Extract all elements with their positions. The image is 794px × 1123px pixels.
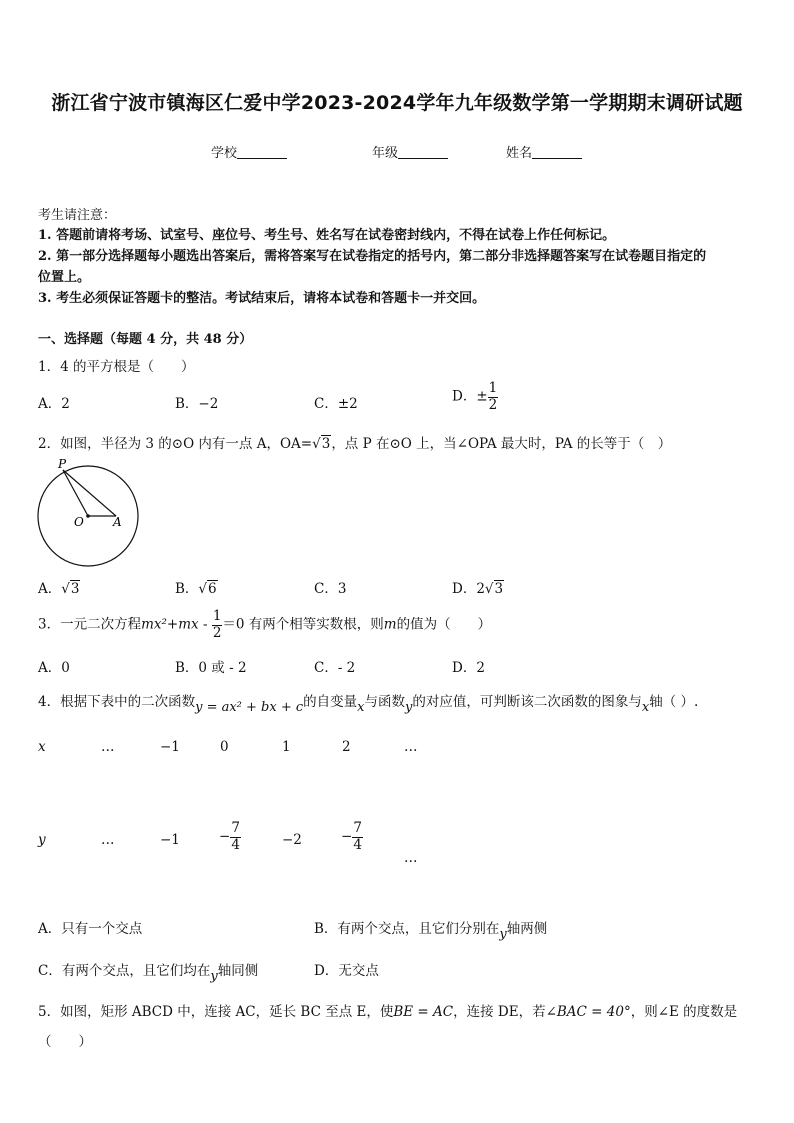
q3-stem-math: mx²+mx <box>141 616 199 633</box>
q4-option-a[interactable]: A．只有一个交点 <box>38 921 143 937</box>
q4-c-text-a: C．有两个交点，且它们均在 <box>38 963 211 979</box>
q2-option-c[interactable]: C．3 <box>314 581 347 597</box>
q2-circle-figure <box>30 456 160 568</box>
q3-stem-minus: - <box>198 616 212 633</box>
table-y-cell-5-sign: − <box>341 828 353 845</box>
q4-stem-c: 与函数 <box>364 694 405 710</box>
q2-option-b[interactable] <box>175 577 218 597</box>
grade-field[interactable] <box>372 142 448 161</box>
table-x-cell-5: 2 <box>342 739 351 755</box>
q1-option-c[interactable]: C．±2 <box>314 396 358 412</box>
q5-stem-a: 5．如图，矩形 ABCD 中，连接 AC，延长 BC 至点 E，使 <box>38 1004 394 1020</box>
notice-item-1: 1. 答题前请将考场、试室号、座位号、考生号、姓名写在试卷密封线内，不得在试卷上作任何标记。 <box>38 228 616 243</box>
page-title: 浙江省宁波市镇海区仁爱中学2023-2024学年九年级数学第一学期期末调研试题 <box>51 92 743 114</box>
table-y-cell-3-den: 4 <box>231 836 240 853</box>
label-a: A <box>113 515 122 529</box>
notice-item-2: 2. 第一部分选择题每小题选出答案后，需将答案写在试卷指定的括号内，第二部分非选择题答案写在试卷题目指定的 <box>38 249 707 264</box>
q2-b-prefix: B． <box>175 581 199 597</box>
q4-option-d[interactable]: D．无交点 <box>314 963 379 979</box>
q4-option-b[interactable] <box>314 917 548 942</box>
q1-d-den: 2 <box>488 396 498 413</box>
table-y-cell-3-num: 7 <box>231 820 240 836</box>
table-y-cell-5-frac <box>352 822 363 852</box>
q3-option-d[interactable]: D．2 <box>452 660 485 676</box>
q2-a-sqrt: √3 <box>61 581 80 597</box>
q1-option-a[interactable]: A．2 <box>38 396 70 412</box>
q5-math-1: BE = AC <box>393 1004 454 1020</box>
q4-stem-e: 轴（ ）. <box>649 694 699 710</box>
q4-var-x2: x <box>641 700 650 715</box>
q3-option-a[interactable]: A．0 <box>38 660 70 676</box>
table-y-cell-4: −2 <box>282 832 302 848</box>
q2-stem-a: 2．如图，半径为 3 的⊙O 内有一点 A，OA= <box>38 436 313 452</box>
q4-func: y = ax² + bx + c <box>195 700 304 715</box>
q4-stem-d: 的对应值，可判断该二次函数的图象与 <box>412 694 642 710</box>
q2-stem <box>38 432 671 452</box>
school-label: 学校 <box>211 146 238 161</box>
table-y-cell-6: … <box>404 850 418 866</box>
q2-d-prefix: D．2 <box>452 581 485 597</box>
q3-frac-num: 1 <box>212 608 222 624</box>
table-y-cell-3-frac <box>230 822 241 852</box>
q2-b-sqrt: √6 <box>198 581 217 597</box>
q1-stem: 1．4 的平方根是（ ） <box>38 359 195 375</box>
q5-answer-paren: （ ） <box>38 1034 92 1050</box>
table-y-cell-2: −1 <box>160 832 180 848</box>
table-x-cell-2: −1 <box>160 739 180 755</box>
notice-heading: 考生请注意： <box>38 208 117 223</box>
q4-stem <box>38 690 699 715</box>
q3-option-c[interactable]: C．- 2 <box>314 660 356 676</box>
q2-a-rad: 3 <box>70 581 80 597</box>
q2-a-prefix: A． <box>38 581 62 597</box>
school-field[interactable] <box>211 142 287 161</box>
q3-stem <box>38 610 491 640</box>
q1-d-fraction <box>488 382 499 412</box>
q5-stem-c: ，则∠E 的度数是 <box>630 1004 738 1020</box>
table-x-label: x <box>38 739 46 755</box>
label-o: O <box>74 515 84 529</box>
q2-option-d[interactable] <box>452 577 504 597</box>
q4-var-x: x <box>357 700 365 715</box>
q4-b-var: y <box>499 927 507 942</box>
q1-d-num: 1 <box>488 380 498 396</box>
q3-fraction <box>212 610 223 640</box>
q4-option-c[interactable] <box>38 959 259 984</box>
table-x-cell-1: … <box>101 739 115 755</box>
q4-b-text-b: 轴两侧 <box>506 921 548 937</box>
q5-math-2: ∠BAC = 40° <box>545 1004 631 1020</box>
q3-option-b[interactable]: B．0 或 - 2 <box>175 660 247 676</box>
table-y-cell-5 <box>341 822 363 852</box>
table-x-cell-6: … <box>404 739 418 755</box>
q3-frac-den: 2 <box>212 624 222 641</box>
name-label: 姓名 <box>506 146 533 161</box>
grade-label: 年级 <box>372 146 399 161</box>
segment-pa <box>63 470 116 516</box>
table-y-cell-5-den: 4 <box>353 836 362 853</box>
table-y-cell-1: … <box>101 832 115 848</box>
q2-d-sqrt: √3 <box>484 581 504 597</box>
q2-b-rad: 6 <box>208 581 217 597</box>
q3-stem-c: 的值为（ ） <box>396 616 492 633</box>
notice-item-2-cont: 位置上。 <box>38 270 91 285</box>
q2-stem-b: ，点 P 在⊙O 上，当∠OPA 最大时，PA 的长等于（ ） <box>331 436 672 452</box>
q2-sqrt: √3 <box>312 436 331 452</box>
segment-po <box>63 470 88 516</box>
q4-c-text-b: 轴同侧 <box>217 963 259 979</box>
section-heading: 一、选择题（每题 4 分，共 48 分） <box>38 332 253 347</box>
q1-d-prefix: D．± <box>452 388 488 405</box>
table-x-cell-3: 0 <box>220 739 229 755</box>
q3-stem-a: 3．一元二次方程 <box>38 616 142 633</box>
q5-stem-b: ，连接 DE，若 <box>453 1004 546 1020</box>
q4-stem-b: 的自变量 <box>303 694 358 710</box>
notice-item-3: 3. 考生必须保证答题卡的整洁。考试结束后，请将本试卷和答题卡一并交回。 <box>38 291 486 306</box>
q2-sqrt-rad: 3 <box>321 436 331 452</box>
q1-option-d[interactable] <box>452 382 498 412</box>
name-field[interactable] <box>506 142 582 161</box>
q4-stem-a: 4．根据下表中的二次函数 <box>38 694 196 710</box>
name-blank[interactable] <box>532 145 582 159</box>
label-p: P <box>58 457 67 471</box>
table-x-cell-4: 1 <box>282 739 291 755</box>
q5-stem <box>38 1000 737 1020</box>
q2-d-rad: 3 <box>494 581 504 597</box>
point-o <box>86 514 90 518</box>
q3-stem-m: m <box>383 616 397 633</box>
school-blank[interactable] <box>237 145 287 159</box>
q4-c-var: y <box>210 969 218 984</box>
table-y-cell-3 <box>219 822 241 852</box>
q3-stem-b: ＝0 有两个相等实数根，则 <box>222 616 384 633</box>
q4-b-text-a: B．有两个交点，且它们分别在 <box>314 921 500 937</box>
q1-option-b[interactable]: B．−2 <box>175 396 219 412</box>
table-y-cell-3-sign: − <box>219 828 231 845</box>
q4-var-y: y <box>404 700 413 715</box>
table-y-label: y <box>38 832 46 848</box>
grade-blank[interactable] <box>398 145 448 159</box>
q2-option-a[interactable] <box>38 577 80 597</box>
table-y-cell-5-num: 7 <box>353 820 362 836</box>
